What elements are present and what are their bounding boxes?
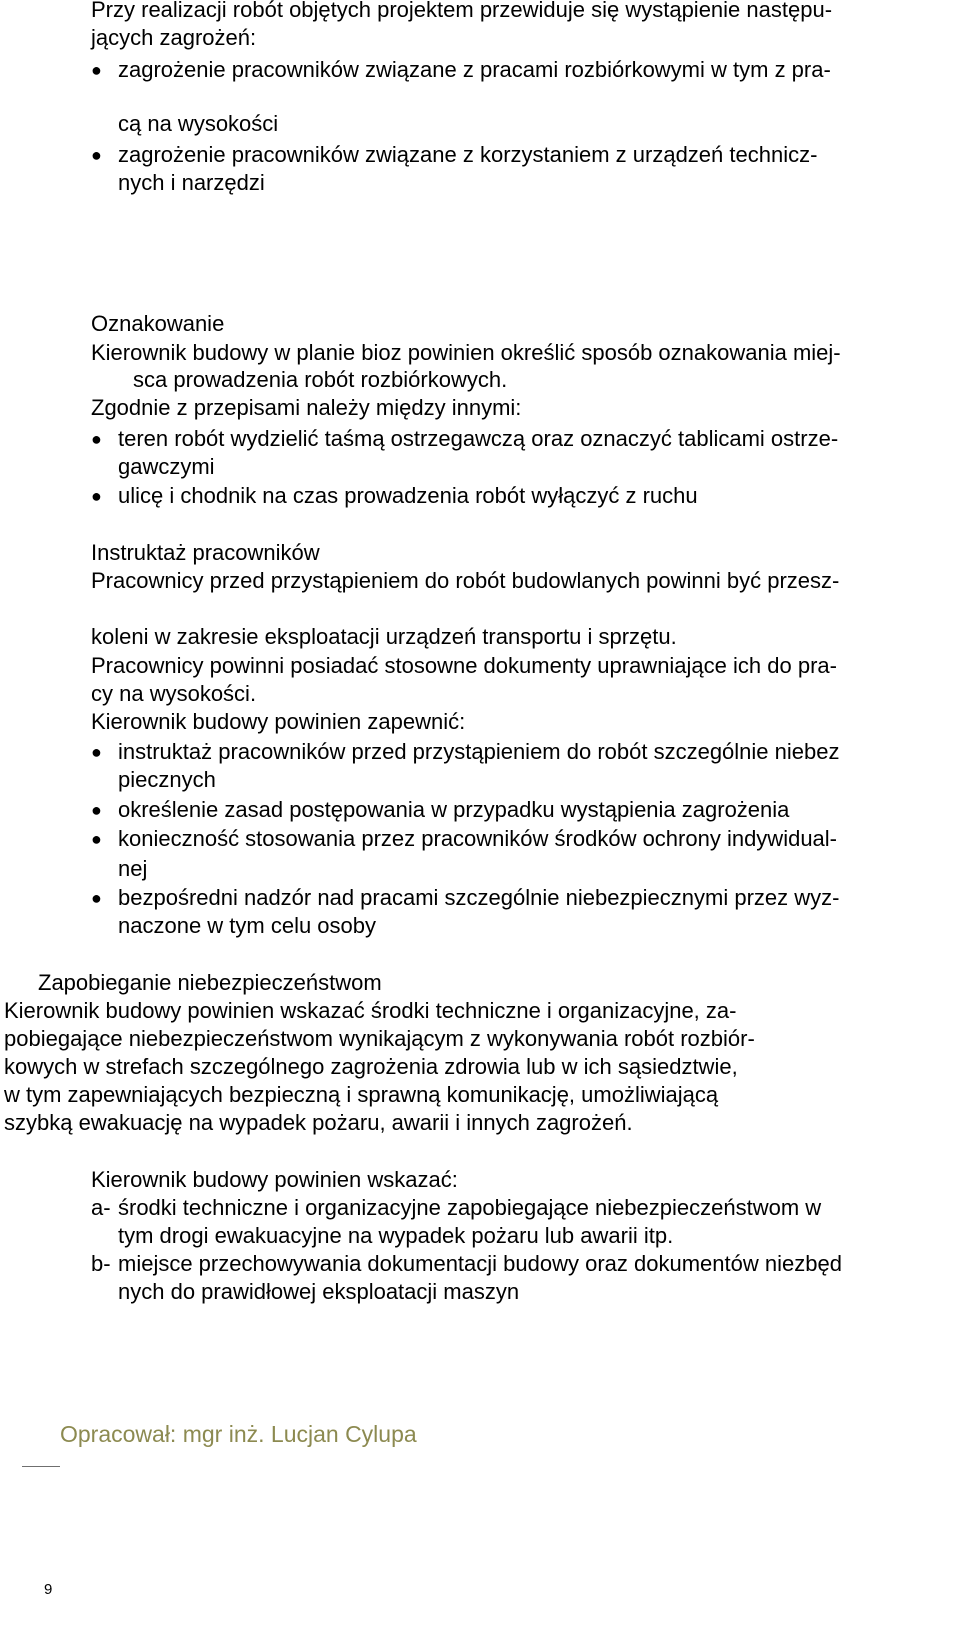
hazard-2-line-2: nych i narzędzi: [118, 170, 265, 195]
instruction-line-5: Kierownik budowy powinien zapewnić:: [91, 709, 466, 734]
instruction-item-4-line-2: naczone w tym celu osoby: [118, 913, 377, 938]
prevention-line-5: szybką ewakuację na wypadek pożaru, awarii i innych zagrożeń.: [4, 1110, 633, 1135]
footer-rule: [22, 1466, 60, 1467]
indicate-item-a-line-2: tym drogi ewakuacyjne na wypadek pożaru lub awarii itp.: [118, 1223, 674, 1248]
marking-item-1-line-2: gawczymi: [118, 454, 215, 479]
bullet-icon: ●: [91, 888, 102, 908]
prevention-line-2: pobiegające niebezpieczeństwom wynikającym z wykonywania robót rozbiór-: [4, 1026, 755, 1051]
bullet-icon: ●: [91, 829, 102, 849]
instruction-item-3-line-1: konieczność stosowania przez pracowników środków ochrony indywidual-: [118, 826, 838, 851]
marking-line-1: Kierownik budowy w planie bioz powinien określić sposób oznakowania miej-: [91, 340, 841, 365]
author-footer: Opracował: mgr inż. Lucjan Cylupa: [60, 1421, 417, 1447]
instruction-line-1: Pracownicy przed przystąpieniem do robót budowlanych powinni być przesz-: [91, 568, 840, 593]
instruction-line-4: cy na wysokości.: [91, 681, 257, 706]
instruction-line-3: Pracownicy powinni posiadać stosowne dokumenty uprawniające ich do pra-: [91, 653, 837, 678]
indicate-item-a-line-1: środki techniczne i organizacyjne zapobiegające niebezpieczeństwom w: [118, 1195, 822, 1220]
hazard-1-line-1: zagrożenie pracowników związane z pracami rozbiórkowymi w tym z pra-: [118, 57, 831, 82]
prevention-line-4: w tym zapewniających bezpieczną i sprawną komunikację, umożliwiającą: [4, 1082, 719, 1107]
instruction-line-2: koleni w zakresie eksploatacji urządzeń transportu i sprzętu.: [91, 624, 677, 649]
bullet-icon: ●: [91, 145, 102, 165]
hazard-1-line-2: cą na wysokości: [118, 111, 279, 136]
bullet-icon: ●: [91, 60, 102, 80]
bullet-icon: ●: [91, 486, 102, 506]
prevention-heading: Zapobieganie niebezpieczeństwom: [38, 970, 382, 995]
intro-line-1: Przy realizacji robót objętych projektem przewiduje się wystąpienie następu-: [91, 0, 833, 22]
instruction-item-4-line-1: bezpośredni nadzór nad pracami szczególnie niebezpiecznymi przez wyz-: [118, 885, 840, 910]
indicate-item-b-line-2: nych do prawidłowej eksploatacji maszyn: [118, 1279, 520, 1304]
indicate-heading: Kierownik budowy powinien wskazać:: [91, 1167, 458, 1192]
indicate-item-b-line-1: miejsce przechowywania dokumentacji budowy oraz dokumentów niezbęd: [118, 1251, 842, 1276]
intro-line-2: jących zagrożeń:: [91, 25, 257, 50]
bullet-icon: ●: [91, 429, 102, 449]
marking-line-2: sca prowadzenia robót rozbiórkowych.: [133, 367, 508, 392]
instruction-item-2-line-1: określenie zasad postępowania w przypadku wystąpienia zagrożenia: [118, 797, 790, 822]
instruction-item-1-line-2: piecznych: [118, 767, 216, 792]
instruction-heading: Instruktaż pracowników: [91, 540, 320, 565]
indicate-item-b-marker: b-: [91, 1251, 111, 1276]
marking-line-3: Zgodnie z przepisami należy między innymi:: [91, 395, 522, 420]
marking-heading: Oznakowanie: [91, 311, 225, 336]
prevention-line-3: kowych w strefach szczególnego zagrożenia zdrowia lub w ich sąsiedztwie,: [4, 1054, 738, 1079]
instruction-item-1-line-1: instruktaż pracowników przed przystąpieniem do robót szczególnie niebez: [118, 739, 840, 764]
bullet-icon: ●: [91, 742, 102, 762]
marking-item-1-line-1: teren robót wydzielić taśmą ostrzegawczą oraz oznaczyć tablicami ostrze-: [118, 426, 839, 451]
page-number: 9: [44, 1581, 53, 1598]
prevention-line-1: Kierownik budowy powinien wskazać środki techniczne i organizacyjne, za-: [4, 998, 737, 1023]
indicate-item-a-marker: a-: [91, 1195, 111, 1220]
marking-item-2-line-1: ulicę i chodnik na czas prowadzenia robót wyłączyć z ruchu: [118, 483, 698, 508]
instruction-item-3-line-2: nej: [118, 856, 148, 881]
bullet-icon: ●: [91, 800, 102, 820]
hazard-2-line-1: zagrożenie pracowników związane z korzystaniem z urządzeń technicz-: [118, 142, 818, 167]
